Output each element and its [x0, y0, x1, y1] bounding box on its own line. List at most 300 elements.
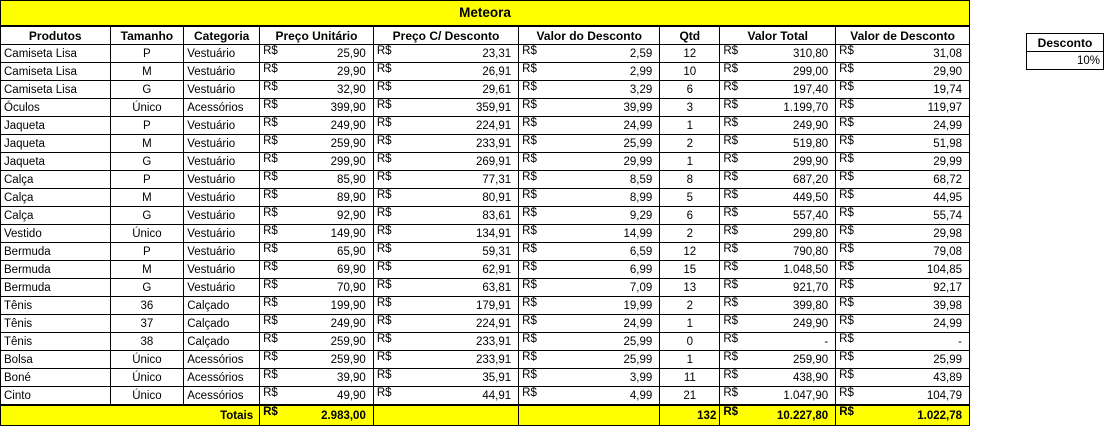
cell-qtd: 5	[660, 189, 720, 207]
currency-symbol: R$	[839, 387, 854, 399]
currency-symbol: R$	[723, 406, 739, 418]
currency-symbol: R$	[263, 225, 278, 237]
cell-valor-de-desconto: R$ 43,89	[836, 369, 970, 387]
cell-valor-do-desconto: R$ 6,59	[519, 243, 660, 261]
currency-symbol: R$	[376, 81, 392, 93]
currency-symbol: R$	[263, 63, 278, 75]
cell-valor-total: R$ 449,50	[720, 189, 836, 207]
currency-symbol: R$	[839, 189, 854, 201]
cell-qtd: 11	[660, 369, 720, 387]
currency-symbol: R$	[376, 225, 392, 237]
cell-tamanho: G	[110, 153, 184, 171]
cell-categoria: Calçado	[184, 315, 260, 333]
cell-produto: Jaqueta	[1, 153, 111, 171]
cell-categoria: Acessórios	[184, 387, 260, 405]
cell-valor-de-desconto: R$ 79,08	[836, 243, 970, 261]
cell-preco-unitario: R$ 259,90	[260, 351, 374, 369]
table-row	[1, 351, 970, 369]
cell-produto: Bermuda	[1, 279, 111, 297]
cell-valor-de-desconto: R$ 104,85	[836, 261, 970, 279]
table-row	[1, 243, 970, 261]
cell-preco-unitario: R$ 32,90	[260, 81, 374, 99]
cell-valor-do-desconto: R$ 25,99	[519, 135, 660, 153]
table-row	[1, 369, 970, 387]
cell-categoria: Vestuário	[184, 261, 260, 279]
cell-preco-com-desconto: R$ 62,91	[373, 261, 518, 279]
currency-symbol: R$	[839, 81, 854, 93]
currency-symbol: R$	[839, 315, 854, 327]
currency-symbol: R$	[263, 81, 278, 93]
cell-qtd: 8	[660, 171, 720, 189]
currency-symbol: R$	[723, 315, 739, 327]
cell-preco-unitario: R$ 89,90	[260, 189, 374, 207]
cell-tamanho: Único	[110, 225, 184, 243]
currency-symbol: R$	[522, 369, 537, 381]
currency-symbol: R$	[376, 279, 392, 291]
currency-symbol: R$	[376, 99, 392, 111]
cell-categoria: Acessórios	[184, 369, 260, 387]
table-row	[1, 153, 970, 171]
cell-categoria: Vestuário	[184, 189, 260, 207]
table-row	[1, 189, 970, 207]
discount-panel	[1026, 33, 1104, 70]
cell-preco-com-desconto: R$ 63,81	[373, 279, 518, 297]
currency-symbol: R$	[263, 387, 278, 399]
currency-symbol: R$	[723, 207, 739, 219]
currency-symbol: R$	[839, 63, 854, 75]
currency-symbol: R$	[376, 369, 392, 381]
currency-symbol: R$	[522, 45, 537, 57]
currency-symbol: R$	[839, 333, 854, 345]
cell-valor-total: R$ 1.047,90	[720, 387, 836, 405]
cell-qtd: 2	[660, 135, 720, 153]
cell-tamanho: G	[110, 279, 184, 297]
currency-symbol: R$	[376, 243, 392, 255]
cell-categoria: Vestuário	[184, 45, 260, 63]
cell-tamanho: Único	[110, 369, 184, 387]
cell-preco-unitario: R$ 249,90	[260, 315, 374, 333]
cell-valor-de-desconto: R$ 29,99	[836, 153, 970, 171]
currency-symbol: R$	[723, 171, 739, 183]
currency-symbol: R$	[723, 117, 739, 129]
cell-preco-com-desconto: R$ 29,61	[373, 81, 518, 99]
cell-tamanho: Único	[110, 387, 184, 405]
currency-symbol: R$	[839, 279, 854, 291]
cell-preco-unitario: R$ 25,90	[260, 45, 374, 63]
currency-symbol: R$	[263, 297, 278, 309]
currency-symbol: R$	[839, 153, 854, 165]
cell-categoria: Vestuário	[184, 243, 260, 261]
currency-symbol: R$	[522, 297, 537, 309]
cell-valor-de-desconto: R$ 51,98	[836, 135, 970, 153]
cell-preco-unitario: R$ 199,90	[260, 297, 374, 315]
currency-symbol: R$	[723, 225, 739, 237]
cell-categoria: Vestuário	[184, 225, 260, 243]
currency-symbol: R$	[376, 315, 392, 327]
col-header-valor-total: Valor Total	[720, 27, 836, 45]
currency-symbol: R$	[376, 153, 392, 165]
cell-preco-unitario: R$ 70,90	[260, 279, 374, 297]
currency-symbol: R$	[723, 135, 739, 147]
cell-valor-do-desconto: R$ 7,09	[519, 279, 660, 297]
currency-symbol: R$	[263, 171, 278, 183]
cell-qtd: 15	[660, 261, 720, 279]
totals-preco-desconto-empty	[373, 406, 518, 426]
table-header-row	[1, 27, 970, 45]
cell-tamanho: Único	[110, 351, 184, 369]
cell-valor-total: R$ 557,40	[720, 207, 836, 225]
cell-produto: Bermuda	[1, 261, 111, 279]
table-row	[1, 225, 970, 243]
currency-symbol: R$	[839, 171, 854, 183]
cell-qtd: 1	[660, 351, 720, 369]
currency-symbol: R$	[839, 225, 854, 237]
currency-symbol: R$	[723, 297, 739, 309]
currency-symbol: R$	[376, 45, 392, 57]
currency-symbol: R$	[723, 261, 739, 273]
currency-symbol: R$	[376, 333, 392, 345]
cell-produto: Calça	[1, 207, 111, 225]
cell-preco-unitario: R$ 49,90	[260, 387, 374, 405]
currency-symbol: R$	[376, 297, 392, 309]
currency-symbol: R$	[723, 99, 739, 111]
cell-tamanho: M	[110, 189, 184, 207]
cell-qtd: 21	[660, 387, 720, 405]
cell-preco-unitario: R$ 65,90	[260, 243, 374, 261]
totals-valor-total: R$ 10.227,80	[720, 406, 836, 426]
currency-symbol: R$	[522, 117, 537, 129]
cell-valor-total: R$ 249,90	[720, 315, 836, 333]
cell-valor-do-desconto: R$ 2,99	[519, 63, 660, 81]
cell-valor-total: R$ 259,90	[720, 351, 836, 369]
totals-qtd: 132	[660, 406, 720, 426]
cell-preco-com-desconto: R$ 224,91	[373, 315, 518, 333]
currency-symbol: R$	[263, 45, 278, 57]
currency-symbol: R$	[839, 117, 854, 129]
currency-symbol: R$	[376, 207, 392, 219]
cell-tamanho: G	[110, 81, 184, 99]
cell-categoria: Vestuário	[184, 63, 260, 81]
cell-valor-de-desconto: R$ 31,08	[836, 45, 970, 63]
cell-preco-com-desconto: R$ 179,91	[373, 297, 518, 315]
currency-symbol: R$	[263, 117, 278, 129]
sheet-title: Meteora	[1, 1, 970, 26]
currency-symbol: R$	[839, 297, 854, 309]
table-row	[1, 99, 970, 117]
currency-symbol: R$	[723, 387, 739, 399]
cell-preco-unitario: R$ 299,90	[260, 153, 374, 171]
cell-categoria: Calçado	[184, 333, 260, 351]
cell-valor-de-desconto: R$ -	[836, 333, 970, 351]
cell-preco-com-desconto: R$ 44,91	[373, 387, 518, 405]
col-header-categoria: Categoria	[184, 27, 260, 45]
currency-symbol: R$	[376, 189, 392, 201]
cell-qtd: 1	[660, 315, 720, 333]
cell-valor-de-desconto: R$ 29,90	[836, 63, 970, 81]
cell-preco-com-desconto: R$ 233,91	[373, 333, 518, 351]
cell-qtd: 6	[660, 81, 720, 99]
cell-valor-total: R$ 1.048,50	[720, 261, 836, 279]
cell-categoria: Acessórios	[184, 99, 260, 117]
table-row	[1, 63, 970, 81]
cell-tamanho: P	[110, 117, 184, 135]
cell-categoria: Calçado	[184, 297, 260, 315]
currency-symbol: R$	[263, 243, 278, 255]
cell-produto: Vestido	[1, 225, 111, 243]
cell-valor-de-desconto: R$ 39,98	[836, 297, 970, 315]
cell-valor-total: R$ 519,80	[720, 135, 836, 153]
cell-valor-de-desconto: R$ 55,74	[836, 207, 970, 225]
currency-symbol: R$	[522, 135, 537, 147]
discount-panel-header: Desconto	[1027, 34, 1104, 52]
currency-symbol: R$	[839, 351, 854, 363]
discount-panel-value[interactable]: 10%	[1027, 52, 1104, 70]
cell-preco-unitario: R$ 69,90	[260, 261, 374, 279]
currency-symbol: R$	[723, 189, 739, 201]
cell-preco-unitario: R$ 92,90	[260, 207, 374, 225]
totals-label: Totais	[1, 406, 260, 426]
currency-symbol: R$	[263, 333, 278, 345]
cell-preco-com-desconto: R$ 269,91	[373, 153, 518, 171]
products-table	[0, 26, 970, 405]
cell-produto: Calça	[1, 189, 111, 207]
cell-valor-de-desconto: R$ 92,17	[836, 279, 970, 297]
cell-valor-de-desconto: R$ 24,99	[836, 117, 970, 135]
currency-symbol: R$	[376, 117, 392, 129]
cell-valor-de-desconto: R$ 104,79	[836, 387, 970, 405]
cell-valor-total: R$ 399,80	[720, 297, 836, 315]
cell-tamanho: M	[110, 261, 184, 279]
currency-symbol: R$	[522, 225, 537, 237]
cell-preco-com-desconto: R$ 224,91	[373, 117, 518, 135]
currency-symbol: R$	[522, 99, 537, 111]
cell-valor-do-desconto: R$ 8,99	[519, 189, 660, 207]
currency-symbol: R$	[839, 99, 854, 111]
cell-produto: Jaqueta	[1, 117, 111, 135]
currency-symbol: R$	[723, 279, 739, 291]
currency-symbol: R$	[839, 207, 854, 219]
cell-valor-do-desconto: R$ 19,99	[519, 297, 660, 315]
totals-row	[1, 406, 970, 426]
cell-produto: Camiseta Lisa	[1, 81, 111, 99]
currency-symbol: R$	[839, 261, 854, 273]
cell-valor-do-desconto: R$ 29,99	[519, 153, 660, 171]
cell-valor-de-desconto: R$ 25,99	[836, 351, 970, 369]
cell-categoria: Vestuário	[184, 171, 260, 189]
cell-tamanho: P	[110, 171, 184, 189]
cell-valor-total: R$ 299,90	[720, 153, 836, 171]
col-header-valor-do-desconto: Valor do Desconto	[519, 27, 660, 45]
cell-qtd: 1	[660, 117, 720, 135]
currency-symbol: R$	[522, 333, 537, 345]
currency-symbol: R$	[376, 387, 392, 399]
currency-symbol: R$	[263, 99, 278, 111]
cell-produto: Calça	[1, 171, 111, 189]
cell-preco-unitario: R$ 249,90	[260, 117, 374, 135]
cell-valor-do-desconto: R$ 2,59	[519, 45, 660, 63]
cell-qtd: 1	[660, 153, 720, 171]
currency-symbol: R$	[522, 153, 537, 165]
cell-produto: Bermuda	[1, 243, 111, 261]
cell-valor-total: R$ 299,00	[720, 63, 836, 81]
cell-tamanho: 37	[110, 315, 184, 333]
cell-produto: Camiseta Lisa	[1, 63, 111, 81]
cell-categoria: Acessórios	[184, 351, 260, 369]
cell-valor-total: R$ 249,90	[720, 117, 836, 135]
cell-valor-do-desconto: R$ 24,99	[519, 315, 660, 333]
currency-symbol: R$	[723, 333, 739, 345]
currency-symbol: R$	[263, 369, 278, 381]
currency-symbol: R$	[522, 351, 537, 363]
currency-symbol: R$	[522, 315, 537, 327]
cell-preco-unitario: R$ 29,90	[260, 63, 374, 81]
currency-symbol: R$	[723, 81, 739, 93]
currency-symbol: R$	[263, 351, 278, 363]
cell-categoria: Vestuário	[184, 207, 260, 225]
cell-qtd: 6	[660, 207, 720, 225]
cell-preco-com-desconto: R$ 26,91	[373, 63, 518, 81]
cell-qtd: 0	[660, 333, 720, 351]
table-row	[1, 279, 970, 297]
currency-symbol: R$	[839, 243, 854, 255]
cell-valor-do-desconto: R$ 6,99	[519, 261, 660, 279]
currency-symbol: R$	[263, 261, 278, 273]
currency-symbol: R$	[522, 171, 537, 183]
currency-symbol: R$	[263, 189, 278, 201]
cell-preco-com-desconto: R$ 134,91	[373, 225, 518, 243]
totals-valor-desconto-empty	[519, 406, 660, 426]
cell-produto: Tênis	[1, 333, 111, 351]
cell-valor-total: R$ -	[720, 333, 836, 351]
cell-produto: Tênis	[1, 315, 111, 333]
cell-valor-total: R$ 197,40	[720, 81, 836, 99]
cell-preco-com-desconto: R$ 80,91	[373, 189, 518, 207]
cell-valor-total: R$ 687,20	[720, 171, 836, 189]
cell-valor-do-desconto: R$ 9,29	[519, 207, 660, 225]
col-header-produtos: Produtos	[1, 27, 111, 45]
cell-qtd: 2	[660, 225, 720, 243]
currency-symbol: R$	[723, 45, 739, 57]
cell-preco-unitario: R$ 399,90	[260, 99, 374, 117]
cell-valor-de-desconto: R$ 68,72	[836, 171, 970, 189]
currency-symbol: R$	[723, 351, 739, 363]
currency-symbol: R$	[723, 369, 739, 381]
cell-categoria: Vestuário	[184, 279, 260, 297]
cell-valor-do-desconto: R$ 39,99	[519, 99, 660, 117]
cell-preco-com-desconto: R$ 233,91	[373, 351, 518, 369]
cell-preco-unitario: R$ 259,90	[260, 333, 374, 351]
cell-produto: Jaqueta	[1, 135, 111, 153]
cell-tamanho: P	[110, 45, 184, 63]
cell-preco-unitario: R$ 39,90	[260, 369, 374, 387]
cell-produto: Cinto	[1, 387, 111, 405]
cell-qtd: 3	[660, 99, 720, 117]
cell-qtd: 10	[660, 63, 720, 81]
cell-qtd: 2	[660, 297, 720, 315]
cell-valor-do-desconto: R$ 14,99	[519, 225, 660, 243]
cell-preco-com-desconto: R$ 23,31	[373, 45, 518, 63]
col-header-preco-com-desconto: Preço C/ Desconto	[373, 27, 518, 45]
table-row	[1, 333, 970, 351]
currency-symbol: R$	[522, 63, 537, 75]
cell-valor-total: R$ 438,90	[720, 369, 836, 387]
cell-valor-do-desconto: R$ 4,99	[519, 387, 660, 405]
totals-preco-unitario: R$ 2.983,00	[260, 406, 374, 426]
table-row	[1, 261, 970, 279]
totals-valor-de-desconto: R$ 1.022,78	[836, 406, 970, 426]
cell-preco-com-desconto: R$ 233,91	[373, 135, 518, 153]
currency-symbol: R$	[723, 153, 739, 165]
cell-tamanho: Único	[110, 99, 184, 117]
table-row	[1, 117, 970, 135]
cell-categoria: Vestuário	[184, 135, 260, 153]
currency-symbol: R$	[522, 81, 537, 93]
table-row	[1, 135, 970, 153]
cell-categoria: Vestuário	[184, 153, 260, 171]
cell-tamanho: M	[110, 63, 184, 81]
cell-preco-com-desconto: R$ 59,31	[373, 243, 518, 261]
cell-valor-do-desconto: R$ 24,99	[519, 117, 660, 135]
cell-produto: Tênis	[1, 297, 111, 315]
table-row	[1, 207, 970, 225]
cell-valor-do-desconto: R$ 3,29	[519, 81, 660, 99]
cell-qtd: 12	[660, 243, 720, 261]
table-row	[1, 81, 970, 99]
cell-preco-unitario: R$ 85,90	[260, 171, 374, 189]
currency-symbol: R$	[839, 135, 854, 147]
cell-preco-com-desconto: R$ 77,31	[373, 171, 518, 189]
cell-qtd: 12	[660, 45, 720, 63]
currency-symbol: R$	[723, 243, 739, 255]
col-header-tamanho: Tamanho	[110, 27, 184, 45]
cell-valor-total: R$ 921,70	[720, 279, 836, 297]
currency-symbol: R$	[723, 63, 739, 75]
cell-valor-total: R$ 1.199,70	[720, 99, 836, 117]
currency-symbol: R$	[522, 387, 537, 399]
cell-valor-de-desconto: R$ 119,97	[836, 99, 970, 117]
currency-symbol: R$	[839, 45, 854, 57]
table-row	[1, 297, 970, 315]
currency-symbol: R$	[839, 406, 854, 418]
cell-valor-de-desconto: R$ 44,95	[836, 189, 970, 207]
cell-produto: Bolsa	[1, 351, 111, 369]
col-header-preco-unitario: Preço Unitário	[260, 27, 374, 45]
cell-preco-com-desconto: R$ 83,61	[373, 207, 518, 225]
cell-produto: Camiseta Lisa	[1, 45, 111, 63]
currency-symbol: R$	[522, 207, 537, 219]
cell-preco-unitario: R$ 259,90	[260, 135, 374, 153]
cell-tamanho: 38	[110, 333, 184, 351]
currency-symbol: R$	[376, 171, 392, 183]
currency-symbol: R$	[263, 207, 278, 219]
currency-symbol: R$	[522, 189, 537, 201]
table-row	[1, 45, 970, 63]
cell-preco-com-desconto: R$ 35,91	[373, 369, 518, 387]
currency-symbol: R$	[522, 279, 537, 291]
cell-valor-total: R$ 299,80	[720, 225, 836, 243]
cell-qtd: 13	[660, 279, 720, 297]
table-row	[1, 387, 970, 405]
cell-produto: Óculos	[1, 99, 111, 117]
totals-table	[0, 405, 970, 426]
cell-valor-de-desconto: R$ 19,74	[836, 81, 970, 99]
col-header-qtd: Qtd	[660, 27, 720, 45]
cell-valor-do-desconto: R$ 3,99	[519, 369, 660, 387]
currency-symbol: R$	[839, 369, 854, 381]
cell-tamanho: G	[110, 207, 184, 225]
cell-tamanho: P	[110, 243, 184, 261]
currency-symbol: R$	[263, 135, 278, 147]
